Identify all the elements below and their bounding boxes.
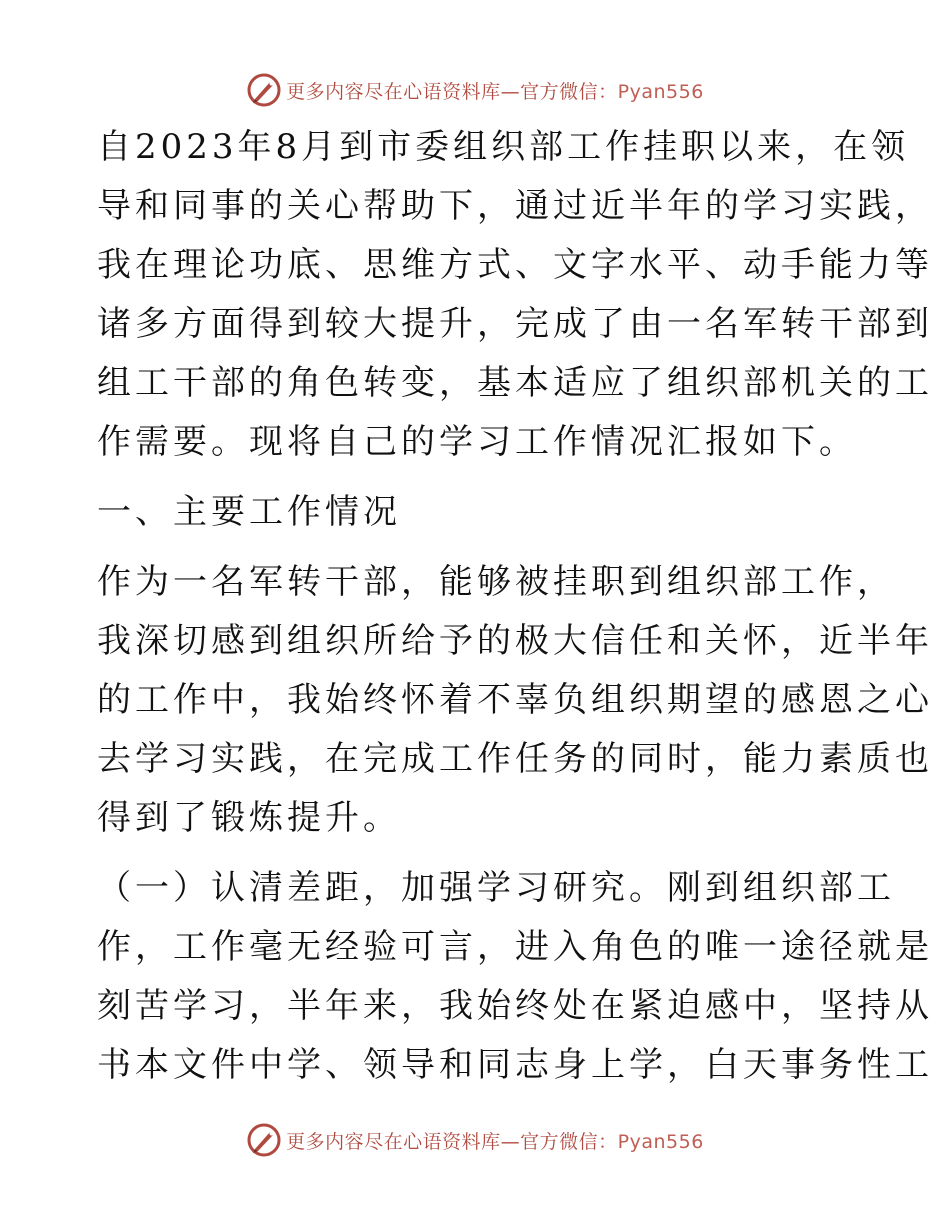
wechat-handle: Pyan556 bbox=[617, 80, 704, 103]
pen-logo-icon bbox=[246, 1122, 282, 1158]
text-line: 作，工作毫无经验可言，进入角色的唯一途径就是 bbox=[97, 927, 933, 967]
watermark-banner-bottom bbox=[0, 1118, 950, 1162]
text-line: 诸多方面得到较大提升，完成了由一名军转干部到 bbox=[97, 304, 933, 344]
wechat-handle: Pyan556 bbox=[617, 1130, 704, 1153]
text-line: 组工干部的角色转变，基本适应了组织部机关的工 bbox=[97, 363, 933, 403]
watermark-banner-top bbox=[0, 68, 950, 112]
text-line: 自2023年8月到市委组织部工作挂职以来，在领 bbox=[97, 127, 910, 167]
document-body bbox=[97, 118, 933, 1095]
text-line: 的工作中，我始终怀着不辜负组织期望的感恩之心 bbox=[97, 680, 933, 720]
text-line: 去学习实践，在完成工作任务的同时，能力素质也 bbox=[97, 739, 933, 779]
watermark-text: 更多内容尽在心语资料库—官方微信：Pyan556 bbox=[286, 1130, 704, 1153]
text-line: 得到了锻炼提升。 bbox=[97, 798, 401, 838]
text-line: 我深切感到组织所给予的极大信任和关怀，近半年 bbox=[97, 621, 933, 661]
paragraph-subsection-1 bbox=[97, 859, 933, 1095]
paragraph-overview bbox=[97, 553, 933, 848]
text-line: 作为一名军转干部，能够被挂职到组织部工作， bbox=[97, 562, 895, 602]
text-line: 我在理论功底、思维方式、文字水平、动手能力等 bbox=[97, 245, 933, 285]
text-line: 导和同事的关心帮助下，通过近半年的学习实践， bbox=[97, 186, 933, 226]
section-heading bbox=[97, 483, 853, 542]
text-line: 刻苦学习，半年来，我始终处在紧迫感中，坚持从 bbox=[97, 986, 933, 1026]
paragraph-intro bbox=[97, 118, 933, 472]
pen-logo-icon bbox=[246, 72, 282, 108]
text-line: 作需要。现将自己的学习工作情况汇报如下。 bbox=[97, 422, 857, 462]
text-line: （一）认清差距，加强学习研究。刚到组织部工 bbox=[97, 868, 895, 908]
watermark-text: 更多内容尽在心语资料库—官方微信：Pyan556 bbox=[286, 80, 704, 103]
heading-line: 一、主要工作情况 bbox=[97, 492, 401, 532]
text-line: 书本文件中学、领导和同志身上学，白天事务性工 bbox=[97, 1045, 933, 1085]
